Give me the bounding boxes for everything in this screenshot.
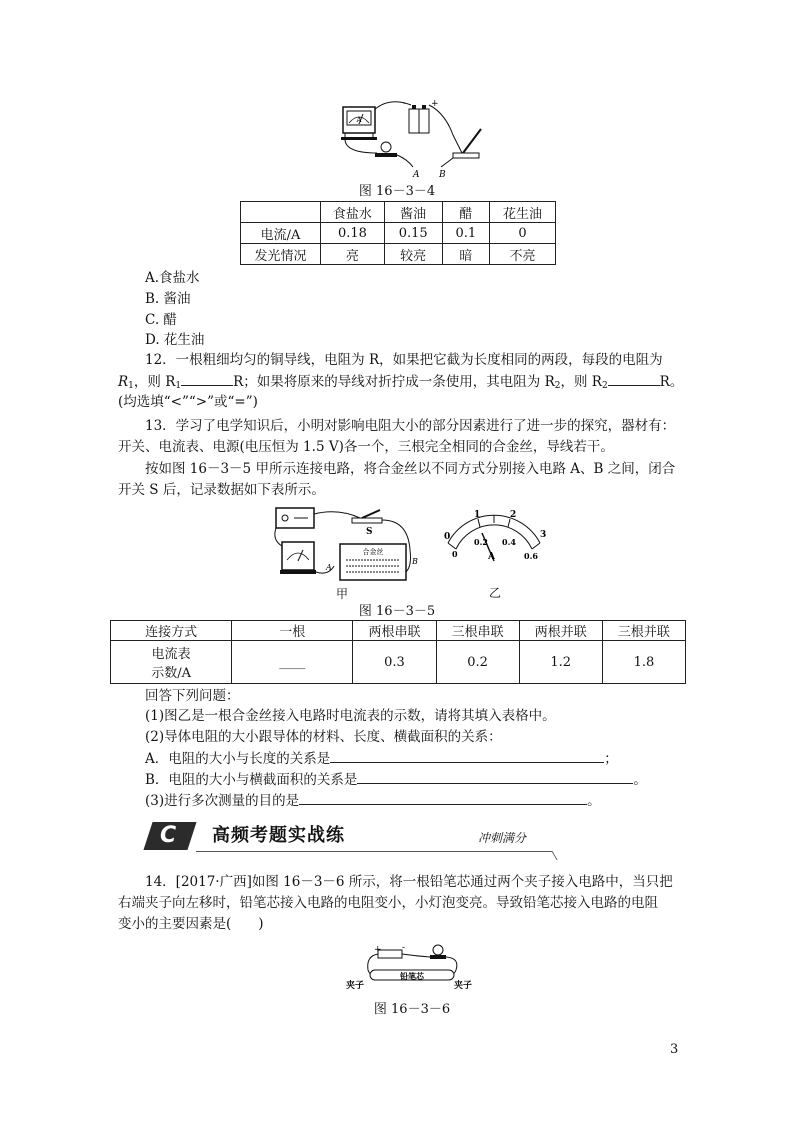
question-14-line-3: 变小的主要因素是( ) [118, 916, 264, 932]
answers-intro: 回答下列问题： [145, 688, 240, 704]
figure-label-yi: 乙 [489, 586, 502, 600]
question-13-line-4: 开关 S 后，记录数据如下表所示。 [118, 482, 325, 498]
question-12-line-1: 12．一根粗细均匀的铜导线，电阻为 R，如果把它截为长度相同的两段，每段的电阻为 [145, 352, 663, 368]
answers-b: B．电阻的大小与横截面积的关系是 。 [145, 769, 647, 790]
svg-text:2: 2 [510, 510, 517, 520]
table-header: 三根串联 [436, 621, 519, 641]
table-cell: 0.2 [436, 641, 519, 684]
svg-text:铅笔芯: 铅笔芯 [400, 971, 424, 981]
table-header: 花生油 [490, 202, 556, 223]
banner-letter: C [160, 823, 177, 848]
svg-text:+: + [374, 945, 382, 955]
svg-text:A: A [413, 170, 420, 180]
svg-text:夹子: 夹子 [454, 981, 473, 991]
answers-p3: (3)进行多次测量的目的是 。 [145, 790, 601, 811]
table-header: 酱油 [384, 202, 442, 223]
question-13-line-3: 按如图 16－3－5 甲所示连接电路，将合金丝以不同方式分别接入电路 A、B 之间，闭合 [145, 461, 676, 477]
bulb-icon [375, 142, 397, 157]
question-13-line-1: 13．学习了电学知识后，小明对影响电阻大小的部分因素进行了进一步的探究，器材有： [145, 418, 676, 434]
figure-16-3-6-circuit [342, 940, 482, 1000]
figure-label-jia: 甲 [336, 587, 349, 601]
question-12-line-2: $R_1$，则 $R_1$ R；如果将原来的导线对折拧成一条使用，其电阻为 $R_2$，则 $R_2$ R。 [118, 371, 683, 396]
section-banner [140, 818, 556, 860]
svg-text:A: A [326, 563, 332, 572]
svg-text:0: 0 [444, 532, 451, 542]
answers-p1: (1)图乙是一根合金丝接入电路时电流表的示数，请将其填入表格中。 [145, 708, 556, 724]
option-d: D. 花生油 [145, 332, 205, 348]
table-cell: 发光情况 [241, 244, 321, 265]
figure-caption: 图 16－3－5 [358, 604, 436, 619]
figure-16-3-4-circuit [335, 95, 495, 180]
svg-text:0: 0 [452, 549, 458, 559]
figure-caption: 图 16－3－6 [373, 1002, 451, 1017]
svg-text:1: 1 [474, 510, 481, 520]
table-header: 三根并联 [602, 621, 685, 641]
battery-icon [378, 950, 402, 958]
svg-text:0.6: 0.6 [524, 551, 538, 561]
table-cell: 亮 [321, 244, 385, 265]
figure-16-3-5-yi-meter [430, 505, 560, 575]
svg-text:B: B [439, 170, 446, 180]
table-header: 醋 [442, 202, 490, 223]
bulb-icon [430, 945, 446, 959]
figure-caption: 图 16－3－4 [358, 184, 436, 199]
table-cell: 0.1 [442, 223, 490, 244]
answer-blank[interactable] [299, 790, 587, 805]
svg-text:A: A [356, 116, 362, 124]
option-a: A.食盐水 [145, 270, 200, 286]
svg-text:S: S [366, 527, 373, 537]
ammeter-icon [280, 542, 316, 574]
svg-text:B: B [412, 557, 418, 566]
answers-a: A．电阻的大小与长度的关系是 ； [145, 748, 618, 769]
banner-divider [196, 851, 542, 852]
banner-title: 高频考题实战练 [212, 825, 345, 846]
svg-text:-: - [402, 943, 406, 953]
svg-text:3: 3 [540, 530, 547, 540]
svg-text:-: - [403, 99, 407, 109]
svg-text:0.4: 0.4 [502, 537, 516, 547]
question-13-line-2: 开关、电流表、电源(电压恒为 1.5 V)各一个，三根完全相同的合金丝，导线若干。 [118, 439, 614, 455]
table-cell: 较亮 [384, 244, 442, 265]
option-c: C. 醋 [145, 312, 177, 328]
results-table-2 [110, 620, 686, 684]
table-cell: 0.3 [353, 641, 436, 684]
answer-blank[interactable] [357, 769, 633, 784]
question-14-line-2: 右端夹子向左移时，铅笔芯接入电路的电阻变小，小灯泡变亮。导致铅笔芯接入电路的电阻 [118, 895, 658, 911]
answer-blank[interactable] [608, 371, 660, 386]
table-cell [241, 202, 321, 223]
table-cell: 0.18 [321, 223, 385, 244]
results-table-1 [240, 201, 556, 265]
table-row-label: 电流表 示数/A [111, 641, 232, 684]
table-header: 两根并联 [519, 621, 602, 641]
table-cell: 1.8 [602, 641, 685, 684]
svg-text:+: + [431, 99, 439, 109]
table-cell: 0 [490, 223, 556, 244]
answers-p2: (2)导体电阻的大小跟导体的材料、长度、横截面积的关系： [145, 729, 502, 745]
table-header: 食盐水 [321, 202, 385, 223]
answer-blank[interactable] [330, 748, 604, 763]
banner-subtitle: 冲刺满分 [478, 831, 527, 845]
option-b: B. 酱油 [145, 291, 191, 307]
answer-blank[interactable] [181, 371, 233, 386]
table-cell: 暗 [442, 244, 490, 265]
clip-icon [441, 129, 481, 167]
table-cell: 1.2 [519, 641, 602, 684]
table-header: 一根 [232, 621, 353, 641]
table-cell: 0.15 [384, 223, 442, 244]
svg-text:夹子: 夹子 [346, 981, 365, 991]
table-cell: 不亮 [490, 244, 556, 265]
battery-icon [409, 105, 429, 133]
svg-text:合金丝: 合金丝 [362, 548, 384, 556]
table-header: 两根串联 [353, 621, 436, 641]
page-number: 3 [670, 1042, 679, 1057]
svg-text:A: A [488, 552, 495, 562]
table-cell: 电流/A [241, 223, 321, 244]
question-14-line-1: 14．[2017·广西]如图 16－3－6 所示，将一根铅笔芯通过两个夹子接入电路中，当只把 [145, 874, 673, 890]
svg-text:0.2: 0.2 [474, 537, 488, 547]
table-cell-blank[interactable]: ____ [232, 641, 353, 684]
question-12-line-3: (均选填“<”“>”或“=”) [118, 394, 258, 410]
table-header: 连接方式 [111, 621, 232, 641]
power-supply-icon [276, 508, 314, 528]
